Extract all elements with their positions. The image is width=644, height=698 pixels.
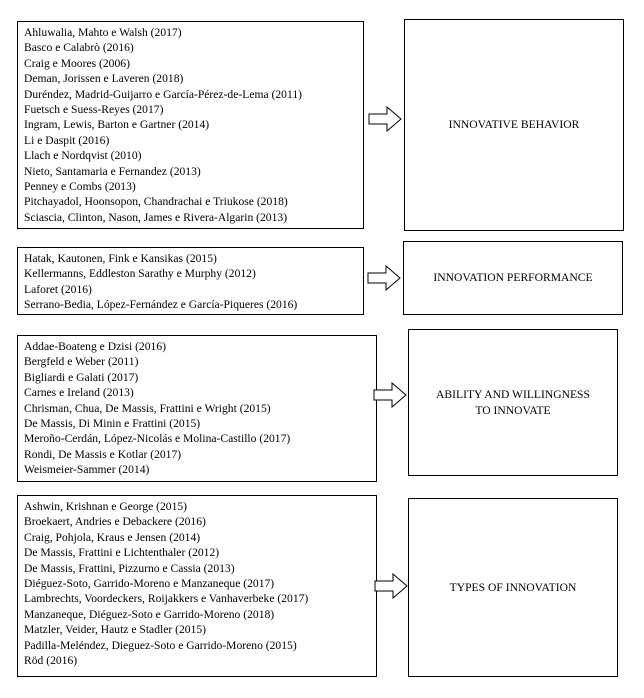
reference-item: Craig, Pohjola, Kraus e Jensen (2014) (24, 530, 201, 544)
arrow-right-icon (374, 573, 408, 599)
reference-item: Matzler, Veider, Hautz e Stadler (2015) (24, 623, 207, 637)
reference-item: Rondi, De Massis e Kotlar (2017) (24, 447, 182, 461)
reference-item: Manzaneque, Diéguez-Soto e Garrido-Moreno (2018) (24, 607, 275, 621)
reference-item: Bigliardi e Galati (2017) (24, 370, 139, 384)
category-innovative-behavior (404, 19, 624, 231)
reference-item: Hatak, Kautonen, Fink e Kansikas (2015) (24, 252, 217, 265)
reference-item: Fuetsch e Suess-Reyes (2017) (24, 103, 164, 117)
reference-list-innovation-performance (17, 247, 364, 315)
reference-item: Diéguez-Soto, Garrido-Moreno e Manzaneque (2017) (24, 577, 275, 591)
reference-item: Addae-Boateng e Dzisi (2016) (24, 340, 166, 353)
reference-item: Laforet (2016) (24, 282, 92, 296)
reference-item: Kellermanns, Eddleston Sarathy e Murphy (2012) (24, 267, 256, 281)
reference-item: Sciascia, Clinton, Nason, James e Rivera-Algarin (2013) (24, 210, 288, 224)
reference-item: De Massis, Frattini e Lichtenthaler (2012) (24, 546, 220, 560)
reference-item: Craig e Moores (2006) (24, 56, 130, 70)
reference-item: Li e Daspit (2016) (24, 133, 110, 147)
reference-item: Lambrechts, Voordeckers, Roijakkers e Vanhaverbeke (2017) (24, 592, 309, 606)
reference-item: Serrano-Bedia, López-Fernández e García-Piqueres (2016) (24, 298, 298, 312)
reference-item: Ashwin, Krishnan e George (2015) (24, 500, 188, 513)
arrow-right-icon (368, 106, 402, 132)
category-types-of-innovation (408, 498, 618, 677)
category-label: ABILITY AND WILLINGNESS TO INNOVATE (436, 388, 590, 417)
arrow-right-icon (367, 265, 401, 291)
reference-item: Carnes e Ireland (2013) (24, 386, 134, 400)
reference-item: Llach e Nordqvist (2010) (24, 149, 142, 163)
arrow-right-icon (373, 382, 407, 408)
reference-item: Ingram, Lewis, Barton e Gartner (2014) (24, 118, 210, 132)
reference-list-ability-willingness (17, 335, 377, 482)
reference-item: Basco e Calabrò (2016) (24, 41, 134, 55)
category-label: INNOVATIVE BEHAVIOR (448, 118, 580, 132)
reference-item: Nieto, Santamaria e Fernandez (2013) (24, 164, 201, 178)
reference-item: Penney e Combs (2013) (24, 180, 136, 194)
reference-item: Meroño-Cerdán, López-Nicolás e Molina-Castillo (2017) (24, 432, 291, 446)
category-label: INNOVATION PERFORMANCE (433, 271, 593, 285)
category-innovation-performance (403, 241, 623, 315)
reference-item: Pitchayadol, Hoonsopon, Chandrachai e Triukose (2018) (24, 195, 288, 209)
reference-item: Bergfeld e Weber (2011) (24, 355, 139, 369)
category-ability-willingness (408, 329, 618, 476)
reference-item: Broekaert, Andries e Debackere (2016) (24, 515, 206, 529)
reference-list-innovative-behavior (17, 21, 364, 229)
reference-item: Röd (2016) (24, 654, 78, 668)
reference-item: De Massis, Frattini, Pizzurno e Cassia (2013) (24, 561, 235, 575)
reference-list-types-of-innovation (17, 495, 377, 677)
category-label: TYPES OF INNOVATION (449, 580, 577, 594)
reference-item: De Massis, Di Minin e Frattini (2015) (24, 417, 201, 431)
reference-item: Duréndez, Madrid-Guijarro e García-Pérez-de-Lema (2011) (24, 87, 303, 101)
reference-item: Weismeier-Sammer (2014) (24, 463, 150, 477)
reference-item: Ahluwalia, Mahto e Walsh (2017) (24, 26, 182, 39)
reference-item: Chrisman, Chua, De Massis, Frattini e Wright (2015) (24, 401, 271, 415)
reference-item: Deman, Jorissen e Laveren (2018) (24, 72, 184, 86)
reference-item: Padilla-Meléndez, Dieguez-Soto e Garrido-Moreno (2015) (24, 638, 297, 652)
